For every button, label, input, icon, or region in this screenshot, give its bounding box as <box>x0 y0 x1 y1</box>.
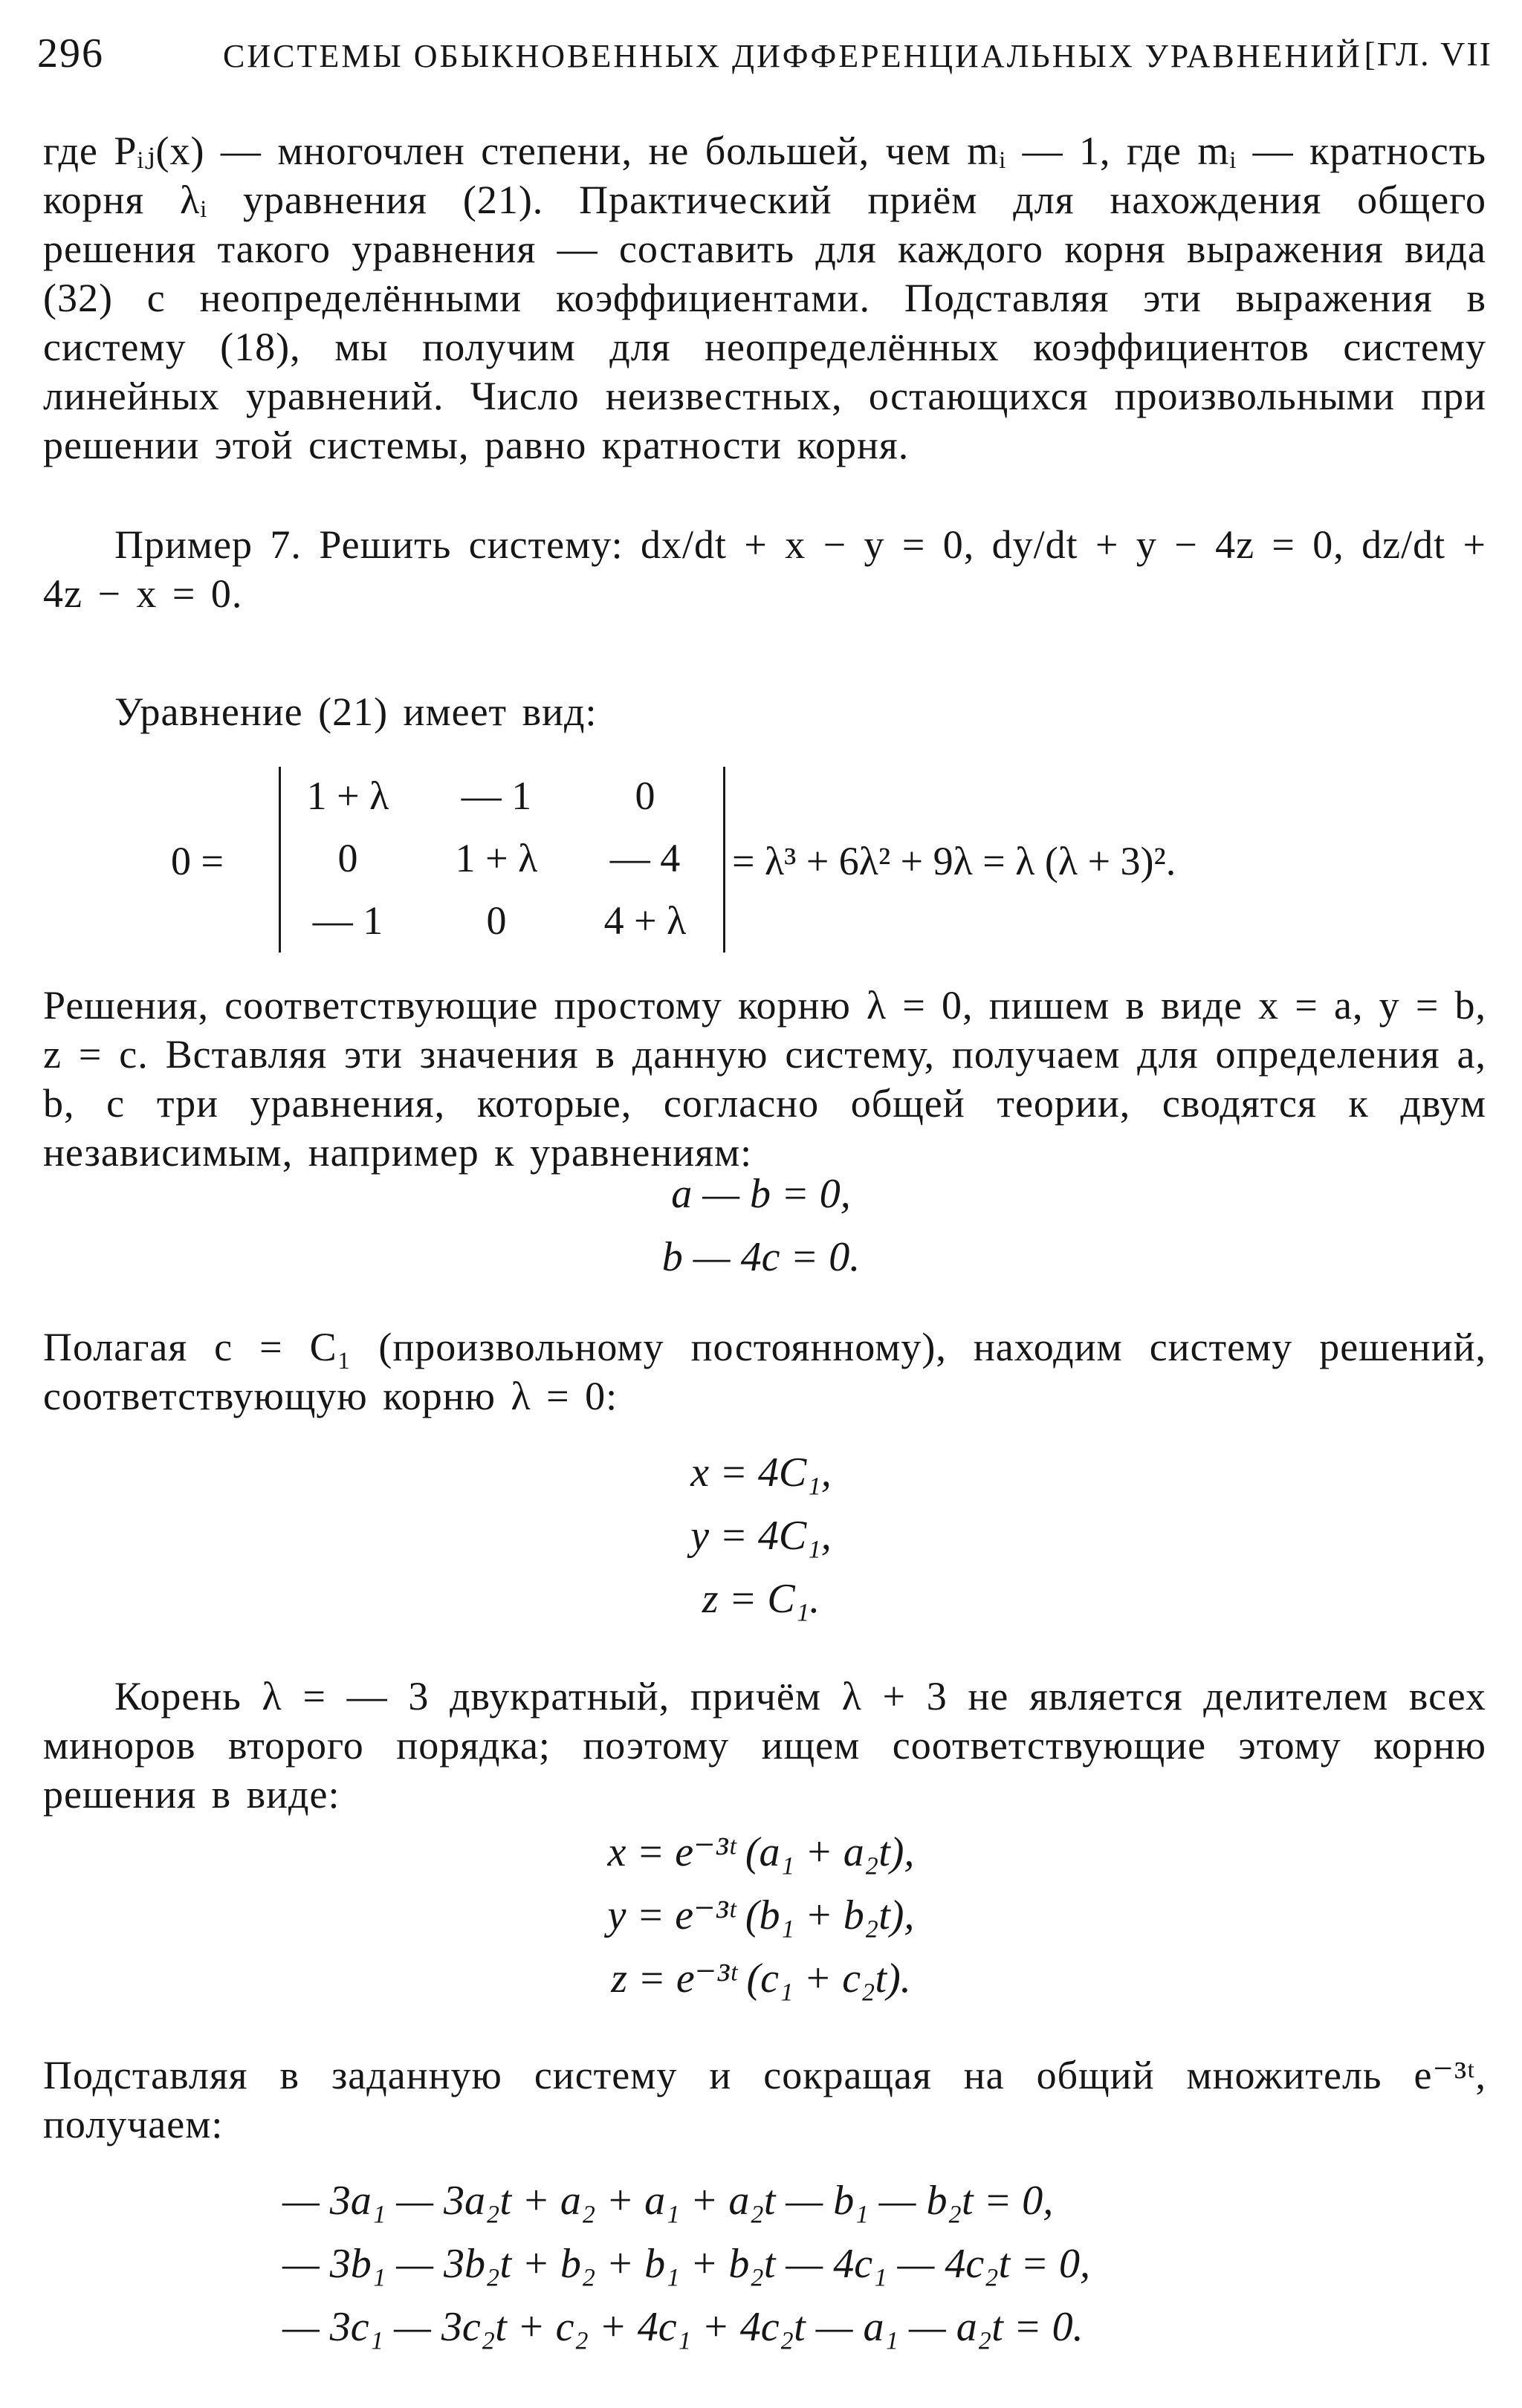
determinant-cell: — 4 <box>609 836 681 880</box>
solution-zero-y: y = 4C₁, <box>690 1513 832 1559</box>
paragraph-substitute: Подставляя в заданную систему и сокращая на общий множитель e⁻³ᵗ, получаем: <box>43 2053 1486 2146</box>
determinant-cell: 4 + λ <box>603 898 687 943</box>
paragraph-simple-root: Решения, соответствующие простому корню λ = 0, пишем в виде x = a, y = b, z = c. Вставляя эти значения в данную систему, получаем для определения a, b, c три уравнения, которые, согласно общей теории, сводятся к двум независимым, например к уравнениям: <box>43 983 1486 1175</box>
equation-independent-1: a — b = 0, <box>671 1171 851 1217</box>
running-title: СИСТЕМЫ ОБЫКНОВЕННЫХ ДИФФЕРЕНЦИАЛЬНЫХ УРАВНЕНИЙ <box>223 38 1362 74</box>
system-equation-1: — 3a₁ — 3a₂t + a₂ + a₁ + a₂t — b₁ — b₂t = 0, <box>282 2178 1054 2224</box>
paragraph-equation-21: Уравнение (21) имеет вид: <box>114 689 598 734</box>
solution-double-x: x = e⁻³ᵗ (a₁ + a₂t), <box>607 1829 915 1875</box>
determinant-row <box>281 898 723 957</box>
system-equation-2: — 3b₁ — 3b₂t + b₂ + b₁ + b₂t — 4c₁ — 4c₂t = 0, <box>282 2241 1090 2287</box>
solution-double-y: y = e⁻³ᵗ (b₁ + b₂t), <box>607 1892 915 1938</box>
paragraph-set-c: Полагая c = C₁ (произвольному постоянному), находим систему решений, соответствующую корню λ = 0: <box>43 1325 1486 1418</box>
determinant-cell: — 1 <box>312 898 383 943</box>
determinant-matrix <box>279 767 725 953</box>
determinant-cell: 1 + λ <box>455 836 538 880</box>
determinant-row <box>281 835 723 895</box>
determinant-row <box>281 773 723 832</box>
running-header <box>37 24 1492 83</box>
determinant-cell: — 1 <box>461 773 532 818</box>
determinant-cell: 0 <box>635 773 655 818</box>
page-number: 296 <box>37 30 104 77</box>
determinant-cell: 0 <box>486 898 507 943</box>
determinant-cell: 0 <box>337 836 358 880</box>
characteristic-determinant <box>171 765 1360 951</box>
paragraph-double-root: Корень λ = — 3 двукратный, причём λ + 3 не является делителем всех миноров второго порядка; поэтому ищем соответствующие этому корню решения в виде: <box>43 1674 1486 1817</box>
solution-zero-x: x = 4C₁, <box>690 1450 832 1496</box>
determinant-cell: 1 + λ <box>306 773 389 818</box>
determinant-rhs: = λ³ + 6λ² + 9λ = λ (λ + 3)². <box>732 839 1176 883</box>
solution-double-z: z = e⁻³ᵗ (c₁ + c₂t). <box>611 1956 911 2002</box>
solution-zero-z: z = C₁. <box>702 1576 820 1622</box>
paragraph-intro: где Pᵢⱼ(x) — многочлен степени, не большей, чем mᵢ — 1, где mᵢ — кратность корня λᵢ уравнения (21). Практический приём для нахождения общего решения такого уравнения — составить для каждого корня выражения вида (32) с неопределёнными коэффициентами. Подставляя эти выражения в систему (18), мы получим для неопределённых коэффициентов систему линейных уравнений. Число неизвестных, остающихся произвольными при решении этой системы, равно кратности корня. <box>43 129 1486 467</box>
equation-independent-2: b — 4c = 0. <box>661 1234 861 1280</box>
chapter-label: [ГЛ. VII <box>1364 35 1492 73</box>
determinant-lhs: 0 = <box>171 839 224 883</box>
paragraph-example-7: Пример 7. Решить систему: dx/dt + x − y = 0, dy/dt + y − 4z = 0, dz/dt + 4z − x = 0. <box>43 522 1486 616</box>
system-equation-3: — 3c₁ — 3c₂t + c₂ + 4c₁ + 4c₂t — a₁ — a₂t = 0. <box>282 2304 1084 2350</box>
